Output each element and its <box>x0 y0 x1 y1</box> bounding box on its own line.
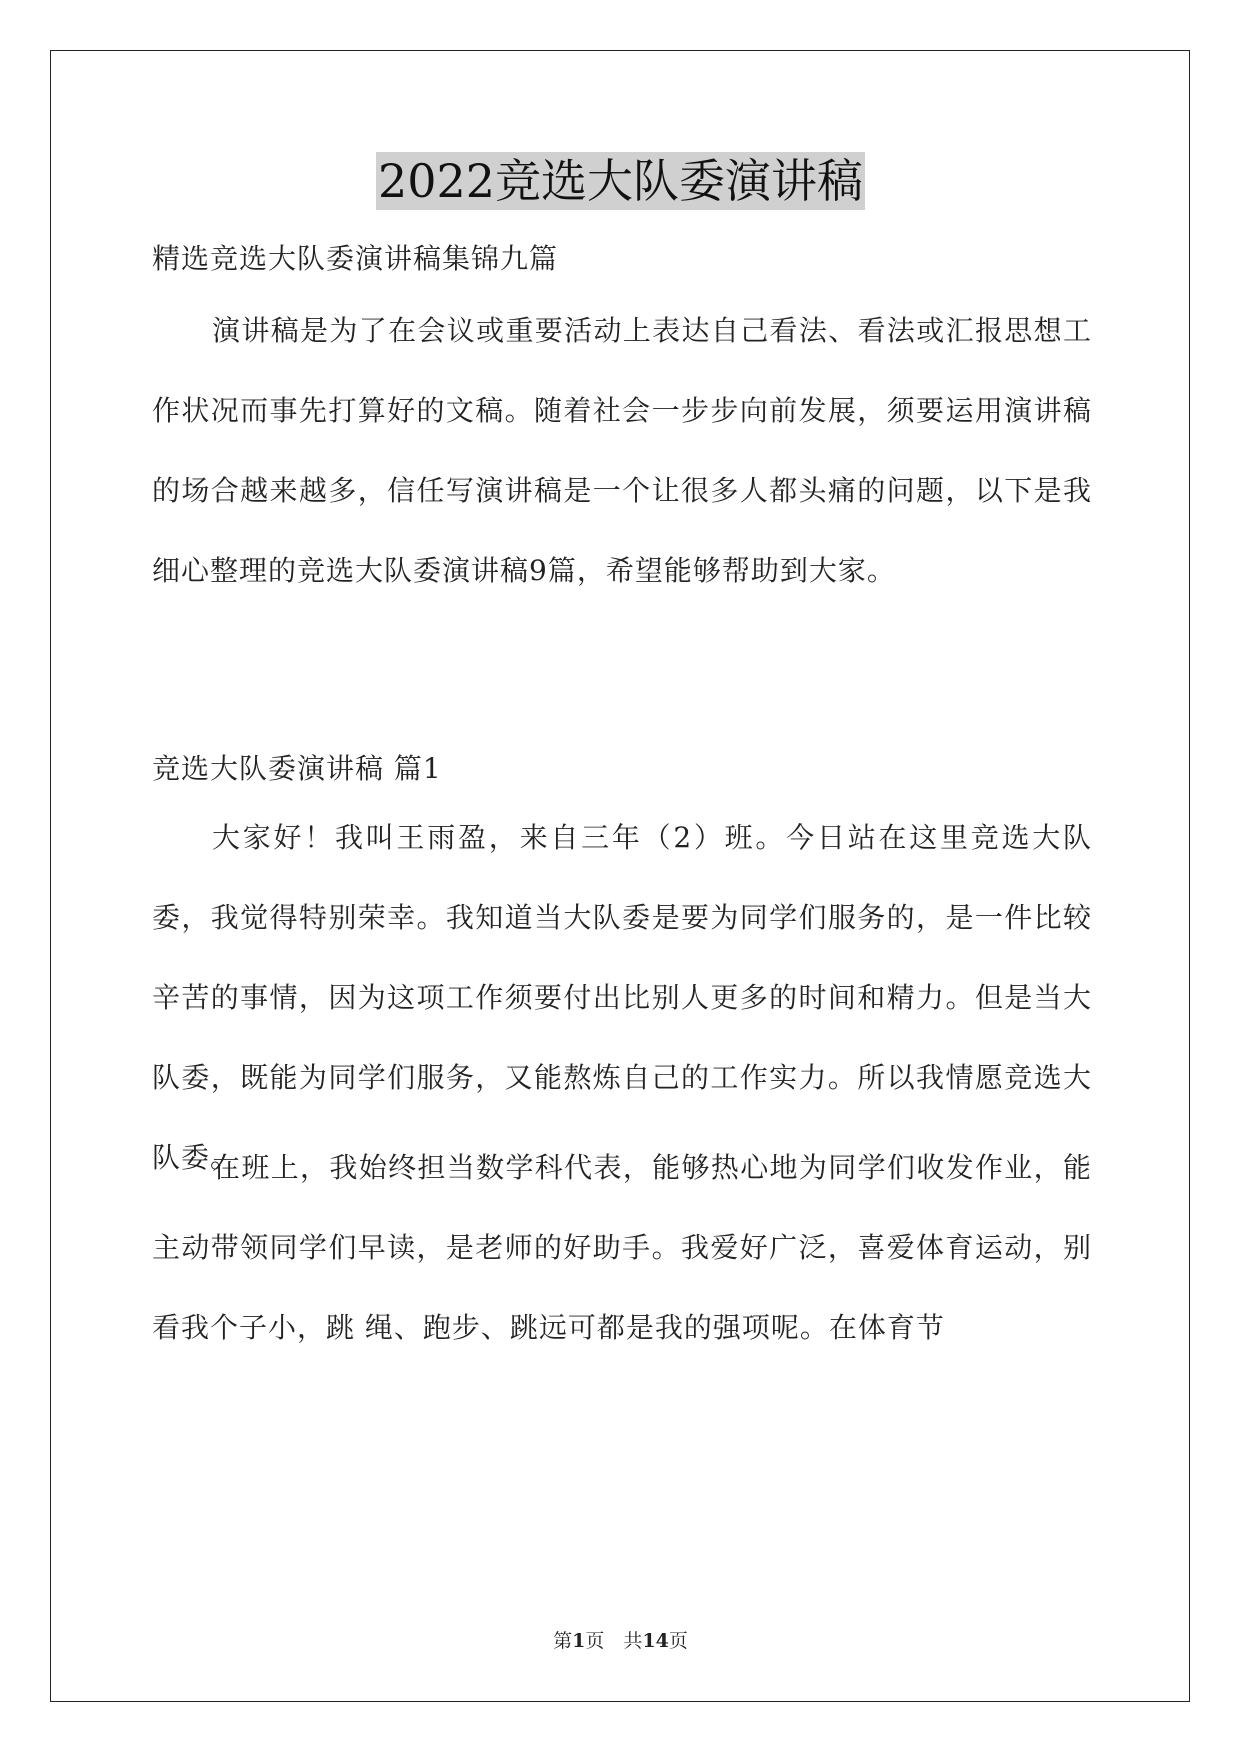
footer-page-mid: 页 共 <box>585 1630 643 1652</box>
document-subtitle: 精选竞选大队委演讲稿集锦九篇 <box>152 242 559 275</box>
footer-page-prefix: 第 <box>553 1630 573 1652</box>
footer-page-total: 14 <box>642 1630 669 1652</box>
footer-page-current: 1 <box>572 1630 586 1652</box>
title-container <box>0 152 1241 210</box>
body-paragraph-1: 大家好！我叫王雨盈，来自三年（2）班。今日站在这里竞选大队委，我觉得特别荣幸。我知道当大队委是要为同学们服务的，是一件比较辛苦的事情，因为这项工作须要付出比别人更多的时间和精力。但是当大队委，既能为同学们服务，又能熬炼自己的工作实力。所以我情愿竞选大队委。 <box>152 821 1092 1174</box>
body-paragraph-2: 在班上，我始终担当数学科代表，能够热心地为同学们收发作业，能主动带领同学们早读，是老师的好助手。我爱好广泛，喜爱体育运动，别看我个子小，跳 绳、跑步、跳远可都是我的强项呢。在体育节 <box>152 1151 1092 1344</box>
page-footer <box>0 1626 1241 1653</box>
intro-paragraph: 演讲稿是为了在会议或重要活动上表达自己看法、看法或汇报思想工作状况而事先打算好的文稿。随着社会一步步向前发展，须要运用演讲稿的场合越来越多，信任写演讲稿是一个让很多人都头痛的问题，以下是我细心整理的竞选大队委演讲稿9篇，希望能够帮助到大家。 <box>152 314 1092 587</box>
section-heading: 竞选大队委演讲稿 篇1 <box>152 752 442 785</box>
footer-page-suffix: 页 <box>668 1630 688 1652</box>
document-title: 2022竞选大队委演讲稿 <box>377 154 864 208</box>
